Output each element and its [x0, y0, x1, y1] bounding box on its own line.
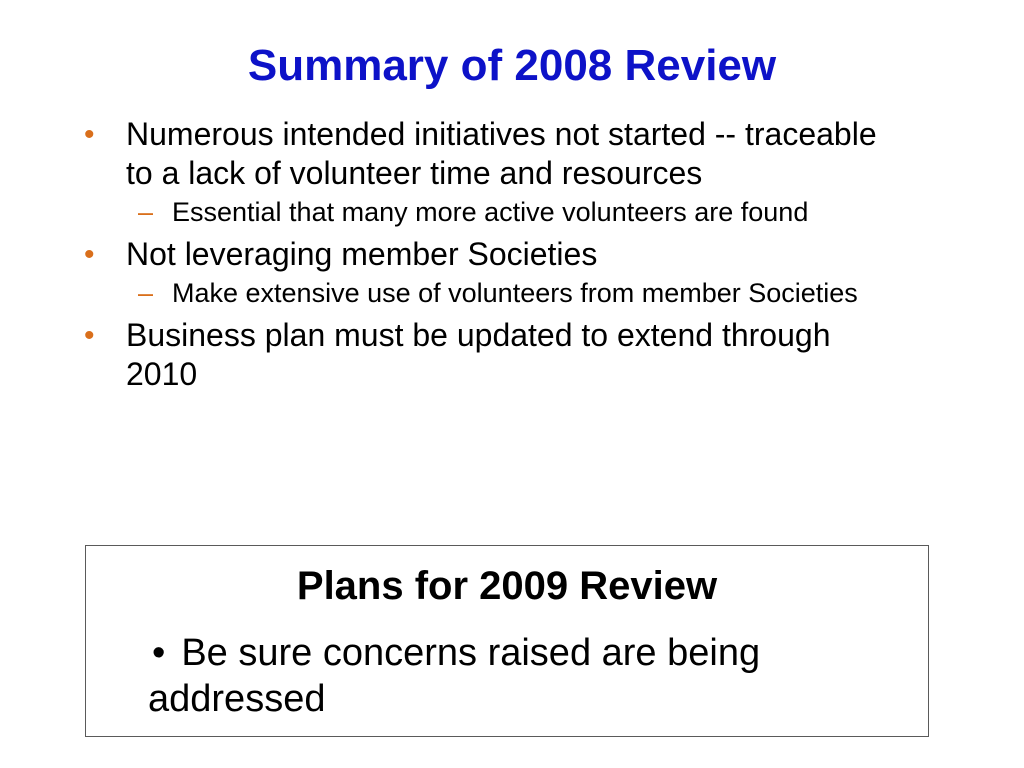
sub-bullet-marker: –	[138, 278, 154, 308]
plans-bullet-marker: •	[152, 632, 166, 674]
bullet-item	[80, 316, 910, 394]
sub-bullet-item	[126, 195, 910, 229]
sub-bullet-item	[126, 276, 910, 310]
bullet-item	[80, 115, 910, 229]
sub-bullet-marker: –	[138, 197, 154, 227]
bullet-text: Not leveraging member Societies	[126, 236, 598, 272]
bullet-text: Business plan must be updated to extend through 2010	[126, 317, 831, 392]
plans-box-item	[148, 630, 908, 722]
sub-bullet-list	[126, 195, 910, 229]
sub-bullet-text: Make extensive use of volunteers from member Societies	[172, 278, 858, 308]
bullet-marker: •	[84, 238, 95, 271]
bullet-text: Numerous intended initiatives not started -- traceable to a lack of volunteer time and resources	[126, 116, 877, 191]
sub-bullet-list	[126, 276, 910, 310]
plans-box-title: Plans for 2009 Review	[296, 564, 718, 608]
bullet-marker: •	[84, 319, 95, 352]
slide-title: Summary of 2008 Review	[247, 41, 777, 90]
bullet-list	[80, 115, 910, 396]
plans-item-text: Be sure concerns raised are being addressed	[148, 632, 761, 720]
bullet-item	[80, 235, 910, 310]
plans-box	[85, 545, 929, 737]
bullet-marker: •	[84, 118, 95, 151]
sub-bullet-text: Essential that many more active volunteers are found	[172, 197, 809, 227]
